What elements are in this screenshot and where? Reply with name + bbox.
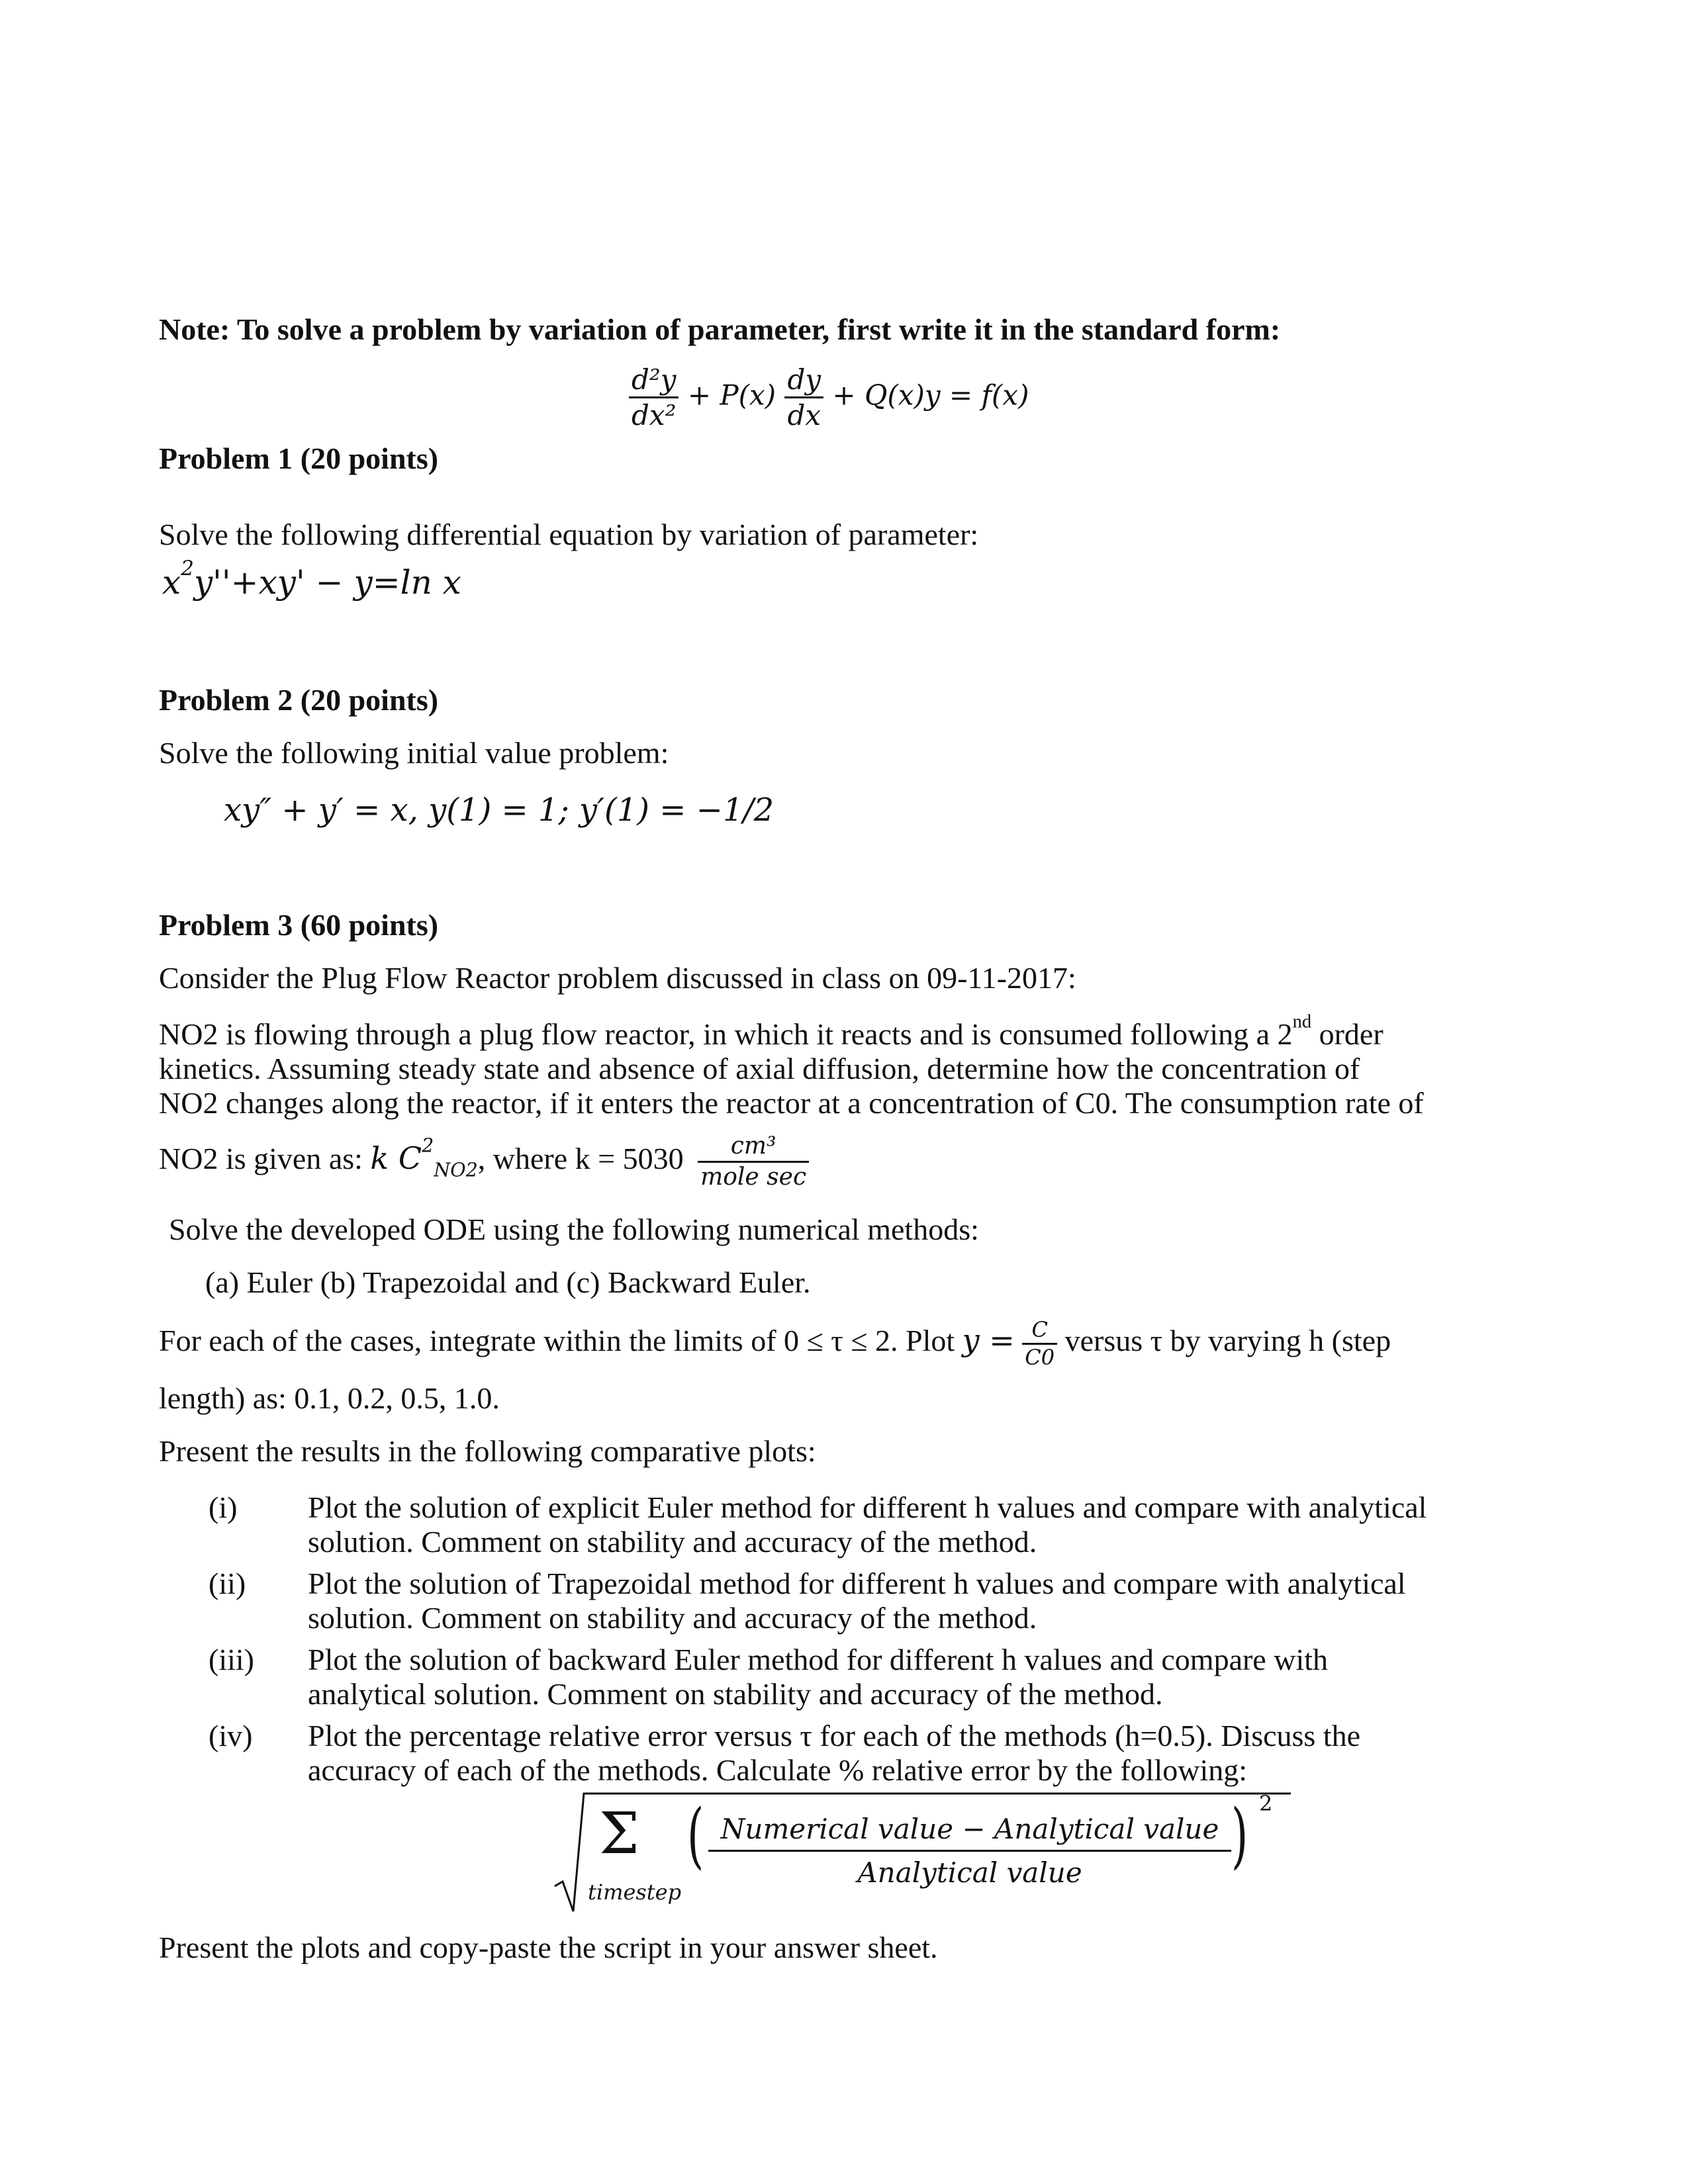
list-item-line-2: accuracy of each of the methods. Calculate % relative error by the following: [308, 1753, 1248, 1788]
para-line-1-end: order [1311, 1017, 1383, 1051]
units-numerator: cm³ [698, 1132, 809, 1163]
integrate-text-start: For each of the cases, integrate within the limits of 0 ≤ τ ≤ 2. Plot [159, 1324, 962, 1358]
c0-denominator: C0 [1025, 1345, 1055, 1371]
standard-form-equation [629, 363, 1029, 432]
problem-1-instruction: Solve the following differential equation by variation of parameter: [159, 518, 979, 551]
problem-2-heading: Problem 2 (20 points) [159, 683, 439, 717]
note-text: Note: To solve a problem by variation of parameter, first write it in the standard form: [159, 312, 1281, 346]
final-instruction: Present the plots and copy-paste the script in your answer sheet. [159, 1931, 938, 1964]
dy-denominator: dx [787, 399, 821, 432]
problem-3-intro: Consider the Plug Flow Reactor problem discussed in class on 09-11-2017: [159, 961, 1076, 995]
list-item-line-1: Plot the solution of backward Euler method for different h values and compare with [308, 1643, 1328, 1676]
formula-fraction [708, 1812, 1231, 1889]
p-term: + P(x) [687, 379, 776, 412]
formula-numerator: Numerical value − Analytical value [708, 1812, 1231, 1852]
list-item-number: (i) [209, 1490, 238, 1524]
solve-text: Solve the developed ODE using the following numerical methods: [169, 1212, 979, 1246]
sigma-subscript: timestep [588, 1880, 682, 1905]
problem-3-paragraph [159, 1011, 1549, 1122]
formula-denominator: Analytical value [857, 1856, 1082, 1889]
left-paren: ( [687, 1794, 704, 1877]
list-item-number: (iv) [209, 1719, 253, 1752]
dy-fraction [784, 363, 823, 432]
right-paren: ) [1231, 1794, 1248, 1877]
d2y-numerator: d²y [629, 363, 679, 398]
list-item-number: (iii) [209, 1643, 254, 1676]
list-item-line-2: solution. Comment on stability and accuracy of the method. [308, 1601, 1037, 1635]
d2y-fraction [629, 363, 679, 432]
ordinal-suffix: nd [1292, 1011, 1312, 1032]
list-item [209, 1717, 1665, 1794]
problem-2-equation: xy″ + y′ = x, y(1) = 1; y′(1) = −1/2 [224, 792, 774, 829]
list-item-line-1: Plot the solution of explicit Euler method for different h values and compare with analytical [308, 1490, 1427, 1524]
c-over-c0-fraction [1022, 1317, 1057, 1371]
units-denominator: mole sec [700, 1163, 807, 1191]
integrate-text-end: versus τ by varying h (step [1057, 1324, 1391, 1358]
dy-numerator: dy [784, 363, 823, 398]
list-item [209, 1565, 1665, 1641]
relative-error-formula [549, 1787, 1304, 1919]
list-item-line-1: Plot the percentage relative error versus τ for each of the methods (h=0.5). Discuss the [308, 1719, 1361, 1752]
para-line-2: kinetics. Assuming steady state and absence of axial diffusion, determine how the concentration of [159, 1052, 1360, 1086]
sigma-symbol: Σ [599, 1801, 639, 1867]
y-equals: y = [962, 1322, 1015, 1359]
eq-exponent: 2 [181, 557, 194, 581]
list-item-line-2: analytical solution. Comment on stability and accuracy of the method. [308, 1677, 1163, 1711]
length-text: length) as: 0.1, 0.2, 0.5, 1.0. [159, 1381, 500, 1415]
rate-k: k C [370, 1140, 422, 1176]
c-numerator: C [1022, 1317, 1057, 1345]
list-item [209, 1641, 1665, 1717]
methods-text: (a) Euler (b) Trapezoidal and (c) Backward Euler. [205, 1265, 811, 1299]
problem-3-heading: Problem 3 (60 points) [159, 908, 439, 942]
units-fraction [698, 1132, 809, 1192]
eq-x: x [162, 563, 181, 602]
rate-exponent: 2 [422, 1134, 434, 1157]
list-item [209, 1489, 1665, 1565]
problem-2-instruction: Solve the following initial value problem: [159, 736, 669, 770]
problem-1-equation [162, 557, 461, 603]
rate-subscript: NO2 [434, 1159, 478, 1181]
list-item-line-1: Plot the solution of Trapezoidal method for different h values and compare with analytical [308, 1567, 1406, 1600]
integrate-text [159, 1317, 1391, 1371]
d2y-denominator: dx² [632, 399, 677, 432]
list-item-line-2: solution. Comment on stability and accuracy of the method. [308, 1525, 1037, 1559]
para-line-1: NO2 is flowing through a plug flow reactor, in which it reacts and is consumed following a 2 [159, 1017, 1293, 1051]
eq-rest: y''+xy' − y=ln x [193, 563, 461, 602]
present-text: Present the results in the following comparative plots: [159, 1434, 816, 1468]
rate-constant: , where k = 5030 [477, 1141, 684, 1175]
para-line-3: NO2 changes along the reactor, if it enters the reactor at a concentration of C0. The consumption rate of [159, 1086, 1424, 1120]
q-term: + Q(x)y = f(x) [832, 379, 1029, 412]
list-item-number: (ii) [209, 1567, 246, 1600]
rate-expression [159, 1132, 809, 1192]
plots-list [209, 1489, 1665, 1794]
problem-1-heading: Problem 1 (20 points) [159, 441, 439, 475]
power-exponent: 2 [1259, 1791, 1273, 1816]
rate-prefix: NO2 is given as: [159, 1141, 371, 1175]
